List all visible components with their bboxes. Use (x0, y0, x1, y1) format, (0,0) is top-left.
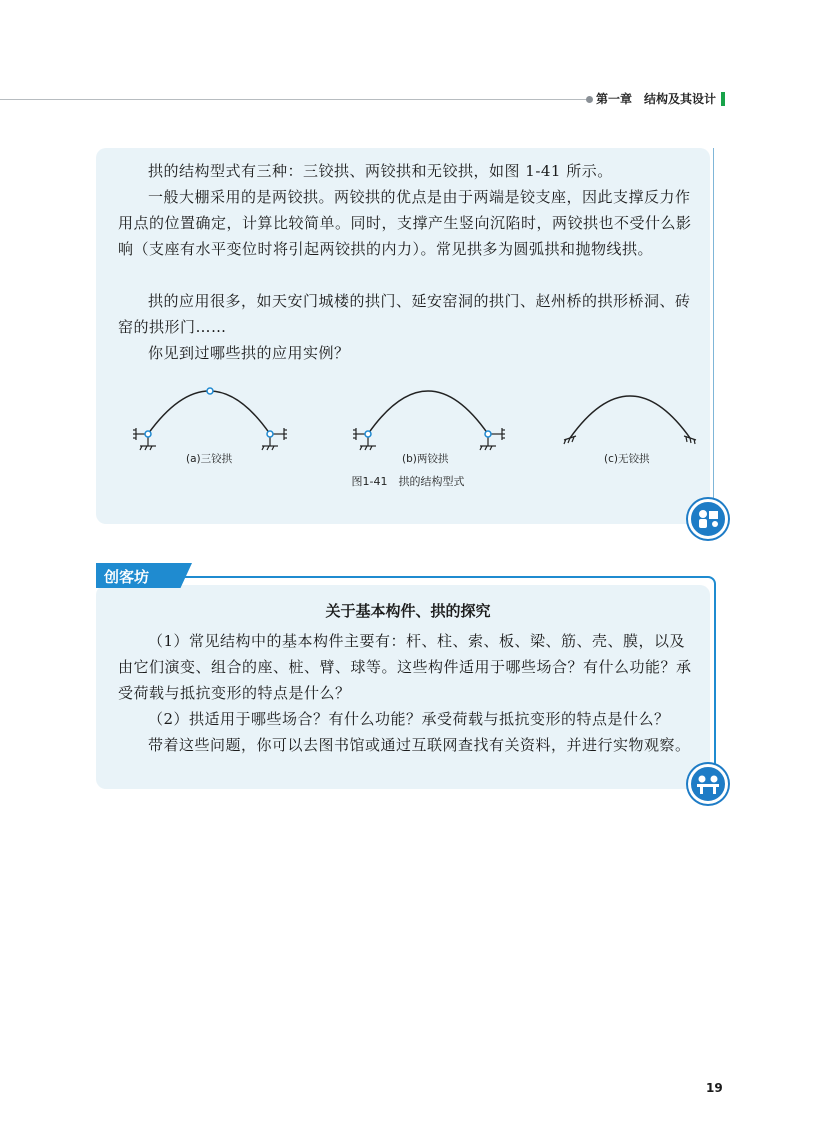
maker-tab-label: 创客坊 (104, 568, 150, 586)
maker-section-title: 关于基本构件、拱的探究 (325, 602, 491, 620)
header-dot (586, 96, 593, 103)
maker-item-1: （1）常见结构中的基本构件主要有：杆、柱、索、板、梁、筋、壳、膜，以及由它们演变、组合的座、桩、臂、球等。这些构件适用于哪些场合？有什么功能？承受荷载与抵抗变形的特点是什么？ (118, 632, 692, 702)
paragraph-applications: 拱的应用很多，如天安门城楼的拱门、延安窑洞的拱门、赵州桥的拱形桥洞、砖窑的拱形门…… (118, 292, 691, 336)
figure-label-two-hinged: (b)两铰拱 (402, 453, 449, 465)
chapter-title: 结构及其设计 (644, 92, 717, 106)
figure-label-three-hinged: (a)三铰拱 (186, 453, 233, 465)
maker-tab-rule (180, 576, 708, 578)
paragraph-question: 你见到过哪些拱的应用实例？ (148, 344, 350, 362)
two-hinged-arch (353, 391, 505, 450)
maker-item-2: （2）拱适用于哪些场合？有什么功能？承受荷载与抵抗变形的特点是什么？ (148, 710, 670, 728)
chapter-number: 第一章 (596, 92, 633, 106)
discussion-badge-icon (688, 499, 728, 539)
chapter-marker (721, 92, 725, 106)
paragraph-two-hinged: 一般大棚采用的是两铰拱。两铰拱的优点是由于两端是铰支座，因此支撑反力作用点的位置确定，计算比较简单。同时，支撑产生竖向沉陷时，两铰拱也不受什么影响（支座有水平变位时将引起两铰拱的内力）。常见拱多为圆弧拱和抛物线拱。 (118, 188, 692, 258)
page-number: 19 (706, 1081, 723, 1095)
figure-caption: 图1-41 拱的结构型式 (351, 475, 465, 488)
maker-closing: 带着这些问题，你可以去图书馆或通过互联网查找有关资料，并进行实物观察。 (148, 736, 691, 754)
three-hinged-arch (133, 391, 287, 450)
collaboration-badge-icon (688, 764, 728, 804)
paragraph-arch-types: 拱的结构型式有三种：三铰拱、两铰拱和无铰拱，如图 1-41 所示。 (148, 162, 613, 180)
hingeless-arch (564, 396, 696, 444)
chapter-heading (596, 90, 716, 107)
figure-label-hingeless: (c)无铰拱 (604, 453, 650, 465)
arch-diagram (100, 378, 720, 458)
header-rule (0, 99, 588, 100)
